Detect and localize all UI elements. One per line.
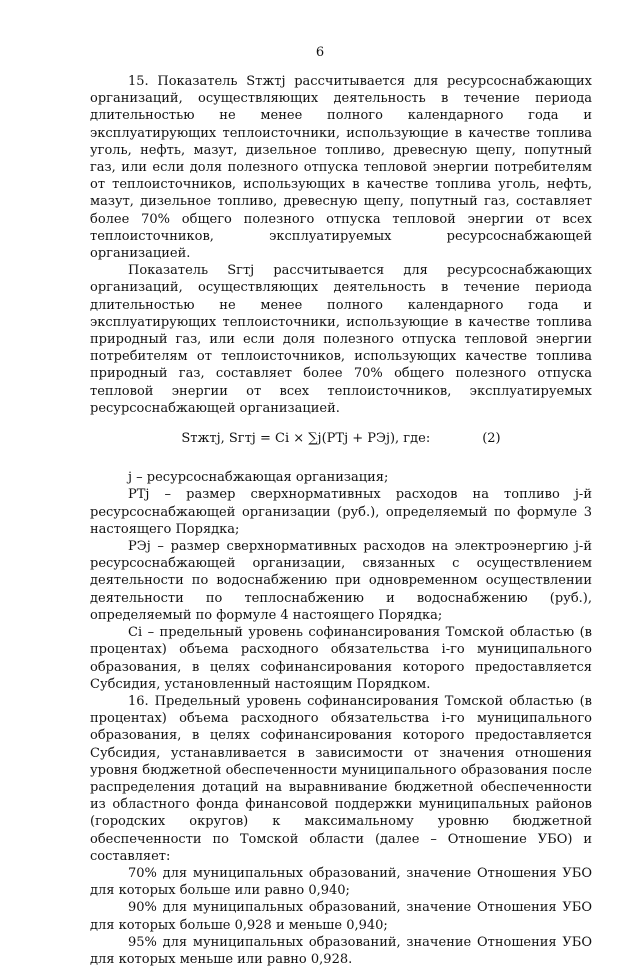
paragraph-16: 16. Предельный уровень софинансирования Томской областью (в процентах) объема расходного обязательства i-го муниципального образования, в целях софинансирования которого предоставляется Субсидия, устанавливается в зависимости от значения отношения уровня бюджетной обеспеченности муниципального образования после распределения дотаций на выравнивание бюджетной обеспеченности из областного фонда финансовой поддержки муниципальных районов (городских округов) к максимальному уровню бюджетной обеспеченности по Томской области (далее – Отношение УБО) и составляет: <box>90 693 592 864</box>
definition-re: РЭj – размер сверхнормативных расходов на электроэнергию j-й ресурсоснабжающей организации, связанных с осуществлением деятельности по водоснабжению при одновременном осуществлении деятельности по теплоснабжению и водоснабжению (руб.), определяемый по формуле 4 настоящего Порядка; <box>90 539 592 623</box>
list-item-90: 90% для муниципальных образований, значение Отношения УБО для которых больше 0,928 и меньше 0,940; <box>90 900 592 933</box>
page-number: 6 <box>315 45 325 60</box>
formula-2 <box>90 430 592 447</box>
definition-ci: Ci – предельный уровень софинансирования Томской областью (в процентах) объема расходного обязательства i-го муниципального образования, в целях софинансирования которого предоставляется Субсидия, установленный настоящим Порядком. <box>90 625 592 692</box>
formula-expression: Sтжтj, Sгтj = Ci × ∑j(РТj + РЭj), где: <box>181 431 431 447</box>
definition-rt: РТj – размер сверхнормативных расходов на топливо j-й ресурсоснабжающей организации (руб.), определяемый по формуле 3 настоящего Порядка; <box>90 487 592 537</box>
document-body <box>90 73 592 968</box>
paragraph-sgt: Показатель Sгтj рассчитывается для ресурсоснабжающих организаций, осуществляющих деятельность в течение периода длительностью не менее полного календарного года и эксплуатирующих теплоисточники, использующие в качестве топлива природный газ, или если доля полезного отпуска тепловой энергии потребителям от теплоисточников, использующих качестве топлива природный газ, составляет более 70% общего полезного отпуска тепловой энергии от всех теплоисточников, эксплуатируемых ресурсоснабжающей организацией. <box>90 263 592 416</box>
paragraph-15: 15. Показатель Sтжтj рассчитывается для ресурсоснабжающих организаций, осуществляющих деятельность в течение периода длительностью не менее полного календарного года и эксплуатирующих теплоисточники, использующие в качестве топлива уголь, нефть, мазут, дизельное топливо, древесную щепу, попутный газ, или если доля полезного отпуска тепловой энергии потребителям от теплоисточников, использующих в качестве топлива уголь, нефть, мазут, дизельное топливо, древесную щепу, попутный газ, составляет более 70% общего полезного отпуска тепловой энергии от всех теплоисточников, эксплуатируемых ресурсоснабжающей организацией. <box>90 74 592 262</box>
list-item-95: 95% для муниципальных образований, значение Отношения УБО для которых меньше или равно 0,928. <box>90 934 592 967</box>
list-item-70: 70% для муниципальных образований, значение Отношения УБО для которых больше или равно 0,940; <box>90 865 592 899</box>
formula-number: (2) <box>482 431 501 447</box>
definition-j: j – ресурсоснабжающая организация; <box>128 470 389 486</box>
